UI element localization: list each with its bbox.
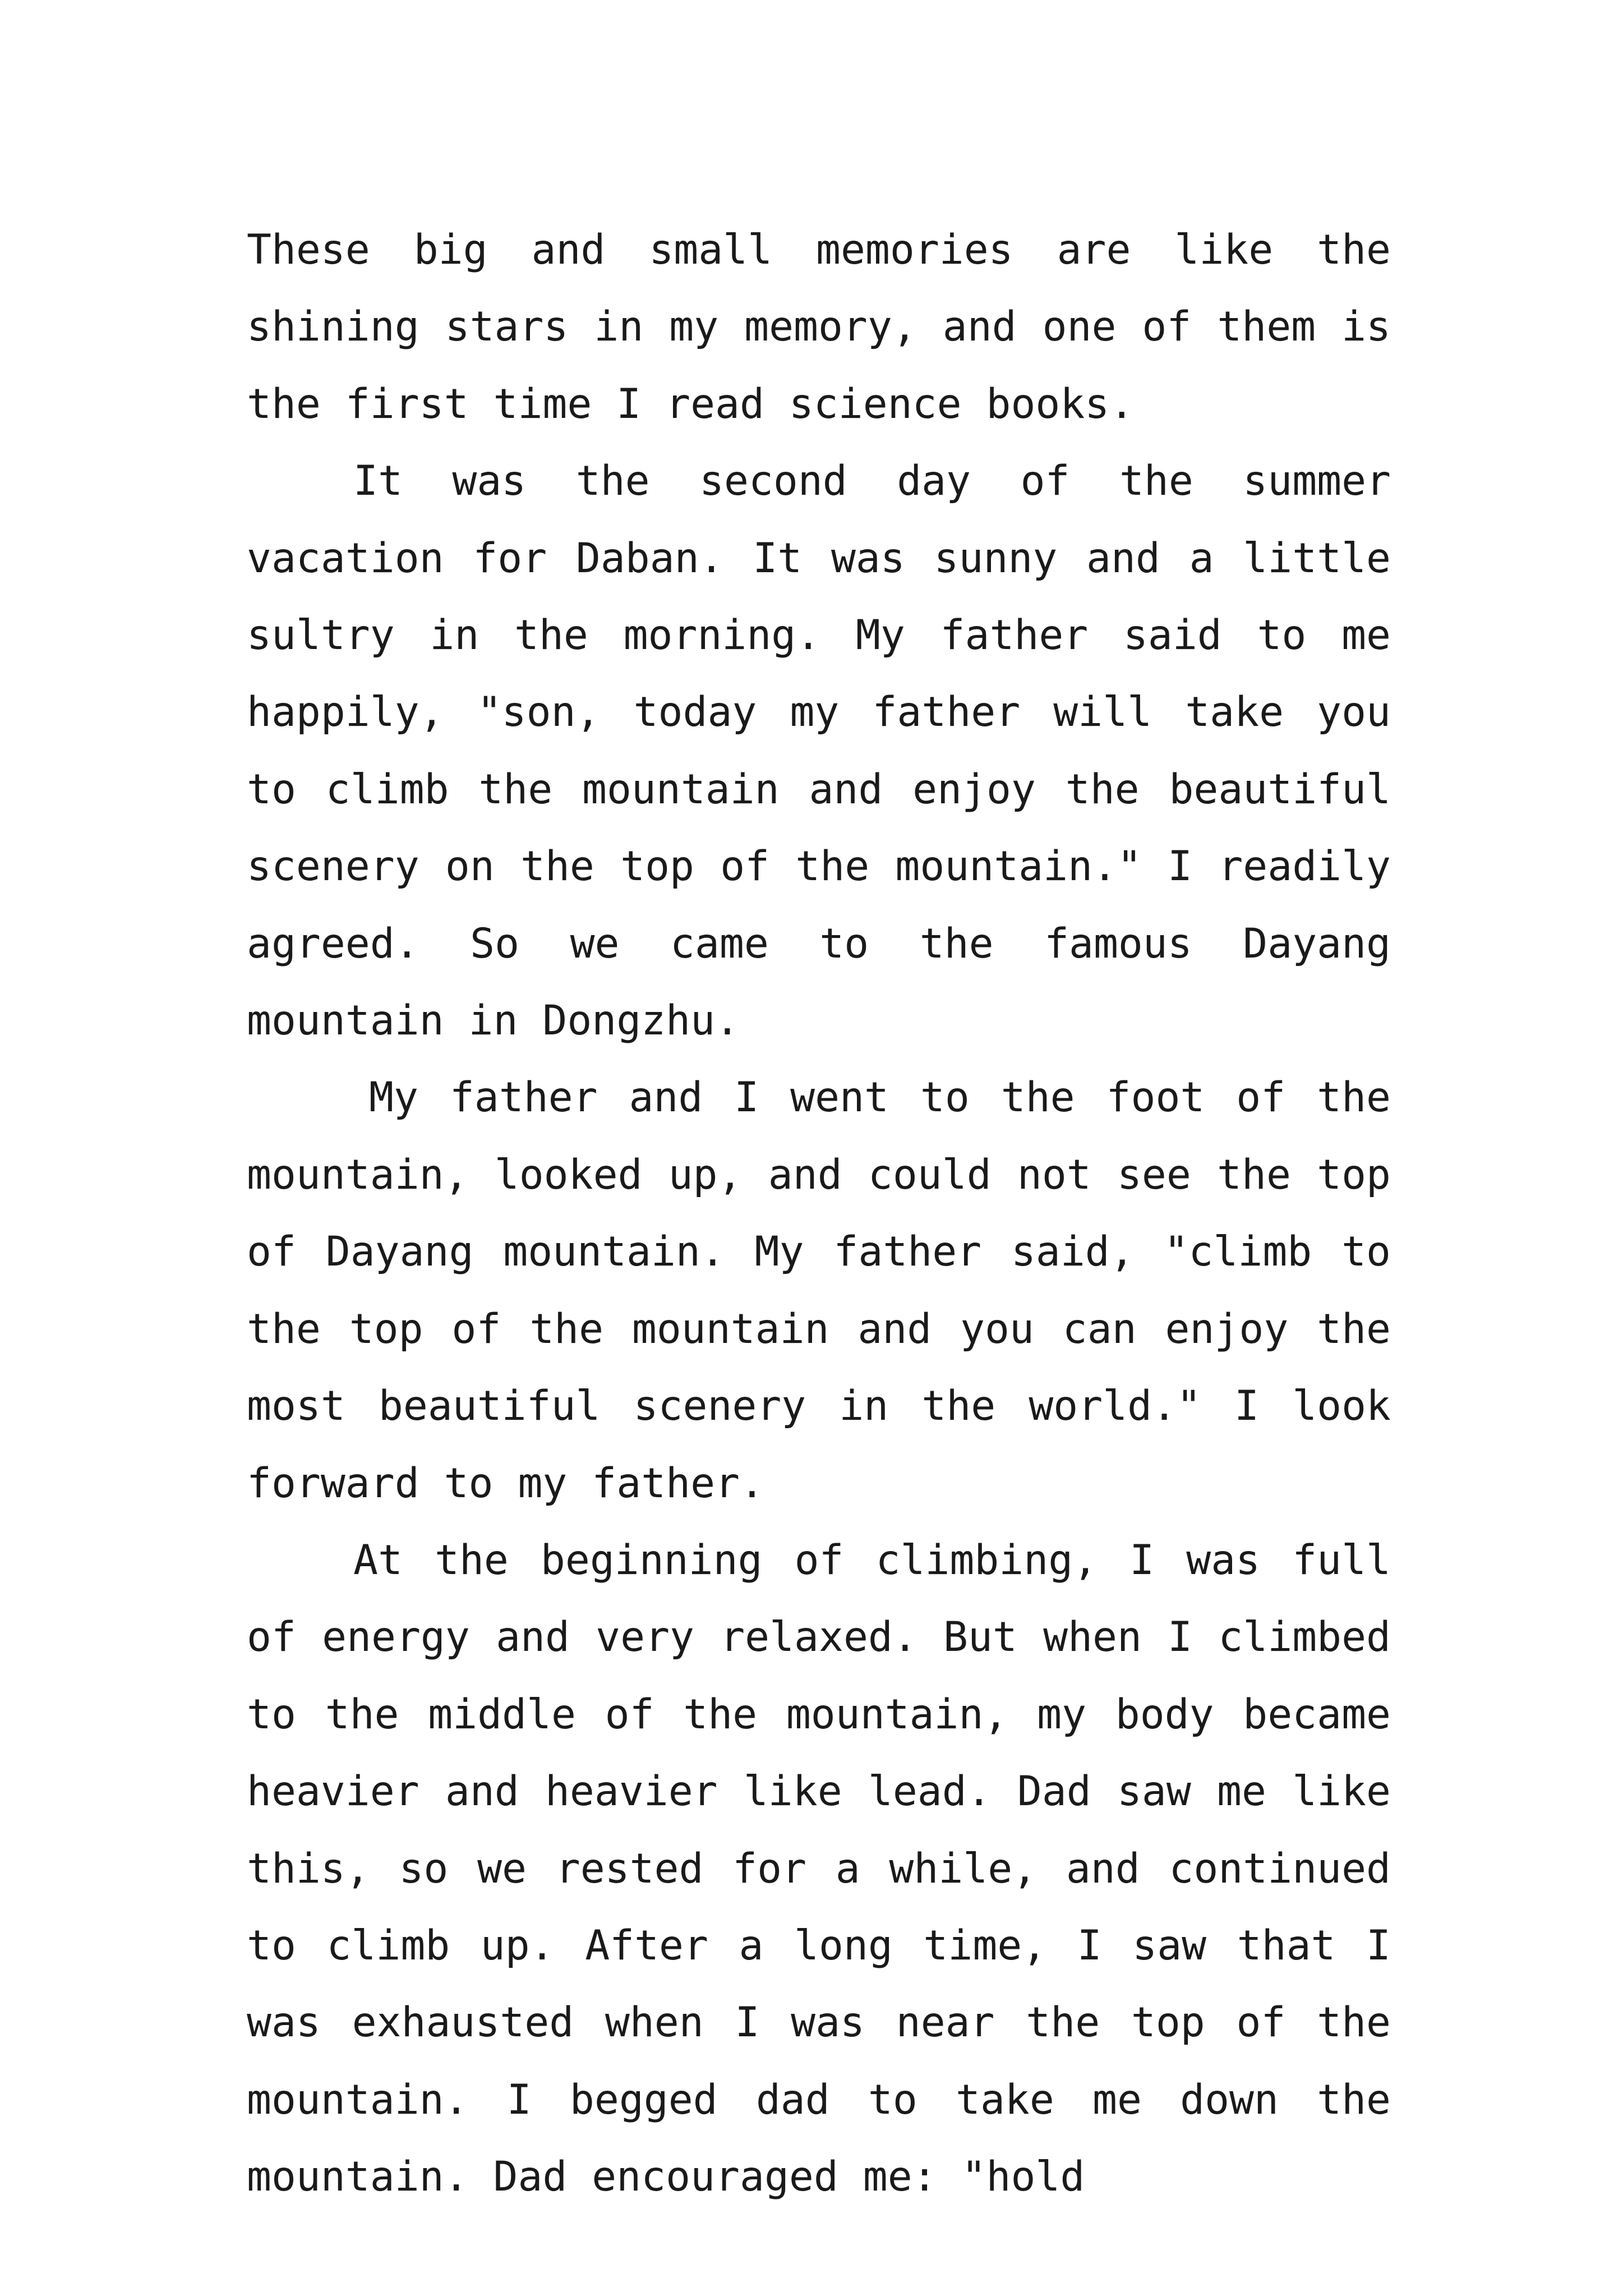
- document-body: [247, 211, 1391, 2216]
- paragraph-3: My father and I went to the foot of the mountain, looked up, and could not see the top of Dayang mountain. My father said, "climb to the top of the mountain and you can enjoy the most beautiful scenery in the world." I look forward to my father.: [247, 1074, 1391, 1507]
- paragraph-1: These big and small memories are like the shining stars in my memory, and one of them is the first time I read science books.: [247, 226, 1391, 428]
- paragraph-2: It was the second day of the summer vacation for Daban. It was sunny and a little sultry in the morning. My father said to me happily, "son, today my father will take you to climb the mountain and enjoy the beautiful scenery on the top of the mountain." I readily agreed. So we came to the famous Dayang mountain in Dongzhu.: [247, 457, 1391, 1045]
- paragraph-4: At the beginning of climbing, I was full of energy and very relaxed. But when I climbed to the middle of the mountain, my body became heavier and heavier like lead. Dad saw me like this, so we rested for a while, and continued to climb up. After a long time, I saw that I was exhausted when I was near the top of the mountain. I begged dad to take me down the mountain. Dad encouraged me: "hold: [247, 1536, 1391, 2201]
